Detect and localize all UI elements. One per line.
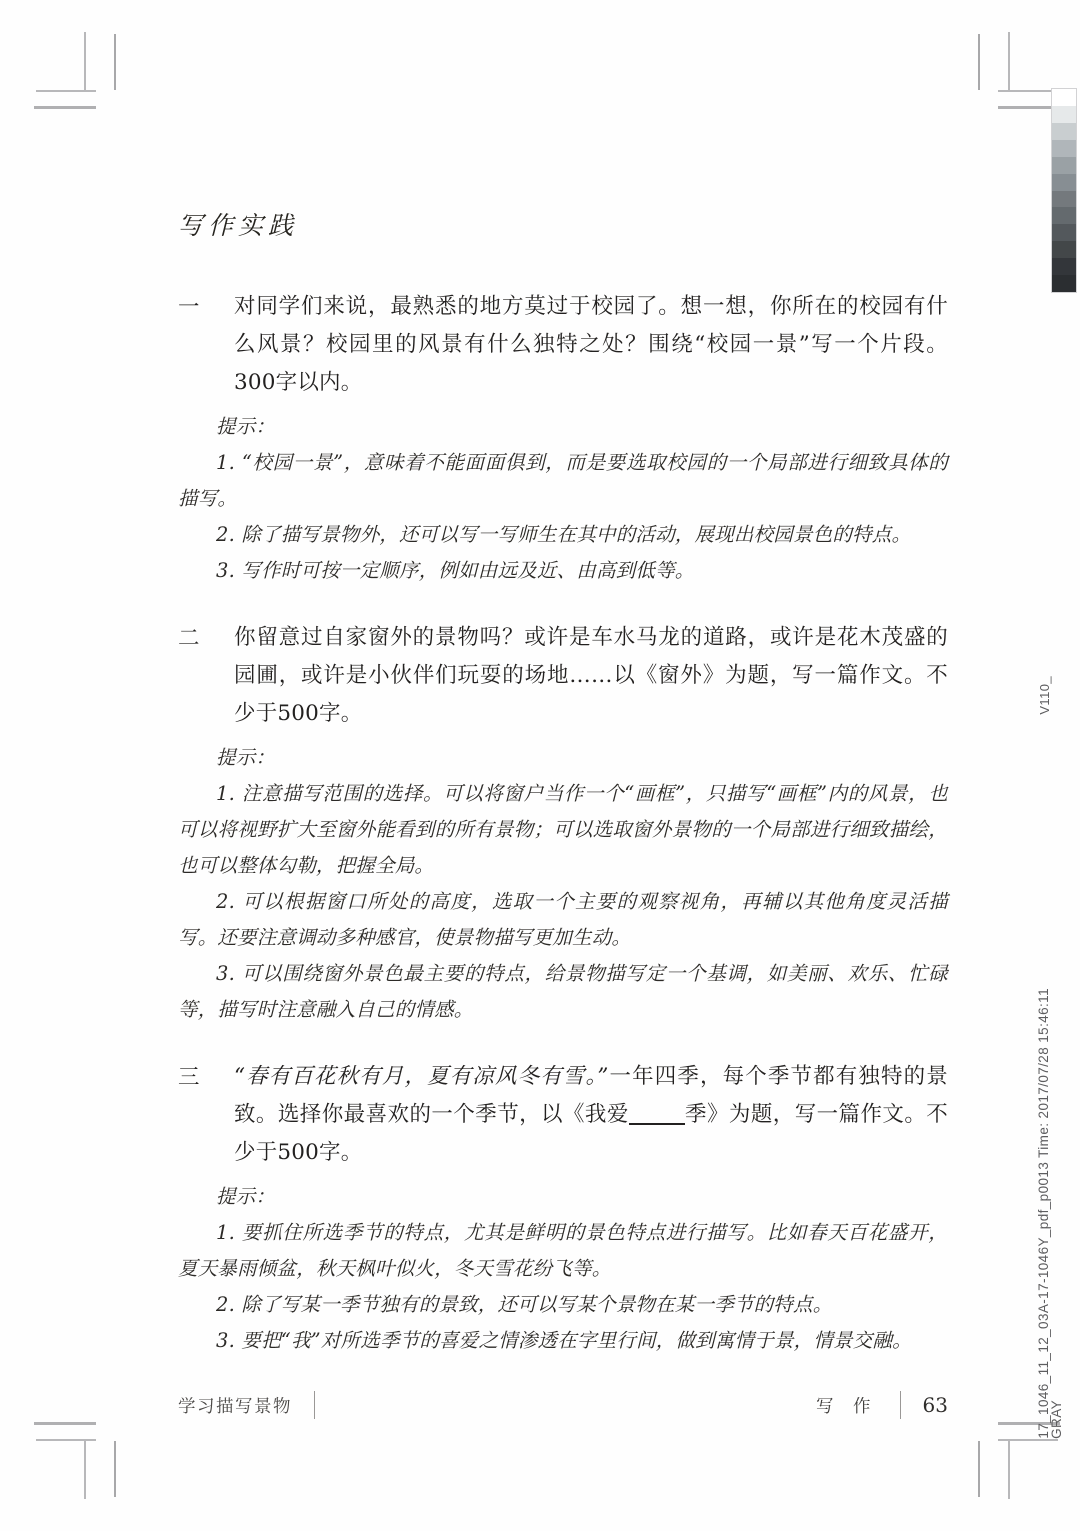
page-number: 63: [922, 1393, 948, 1417]
footer-divider-left: [314, 1391, 315, 1419]
crop-mark-bottom-right: [986, 1427, 1072, 1513]
hint-item: 2. 除了写某一季节独有的景致，还可以写某个景物在某一季节的特点。: [216, 1293, 833, 1316]
grayscale-swatch-7: [1052, 207, 1076, 224]
hint-item: 2. 可以根据窗口所处的高度，选取一个主要的观察视角，再辅以其他角度灵活描写。还要注意调动多种感官，使景物描写更加生动。: [178, 890, 948, 949]
grayscale-swatch-10: [1052, 258, 1076, 275]
footer-unit-label: 写 作: [815, 1396, 878, 1417]
hints-block: [178, 740, 948, 1028]
grayscale-swatch-3: [1052, 140, 1076, 157]
hint-item: 1. 要抓住所选季节的特点，尤其是鲜明的景色特点进行描写。比如春天百花盛开，夏天暴雨倾盆，秋天枫叶似火，冬天雪花纷飞等。: [178, 1221, 948, 1280]
content-column: [178, 206, 948, 1389]
page-footer: [178, 1391, 948, 1419]
exercise-item: [178, 288, 948, 589]
footer-divider-right: [900, 1391, 901, 1419]
hints-label: 提示：: [216, 746, 276, 769]
exercise-item: [178, 619, 948, 1028]
version-slug: V110_: [1037, 676, 1052, 715]
exercise-list: [178, 288, 948, 1359]
hint-item: 3. 可以围绕窗外景色最主要的特点，给景物描写定一个基调，如美丽、欢乐、忙碌等，描写时注意融入自己的情感。: [178, 962, 948, 1021]
crop-mark-bottom-left: [22, 1427, 108, 1513]
grayscale-swatch-2: [1052, 123, 1076, 140]
hint-item: 3. 要把“我”对所选季节的喜爱之情渗透在字里行间，做到寓情于景，情景交融。: [216, 1329, 912, 1352]
hints-block: [178, 1179, 948, 1359]
exercise-prompt: [234, 1058, 948, 1172]
hints-label: 提示：: [216, 1185, 276, 1208]
prompt-text: 对同学们来说，最熟悉的地方莫过于校园了。想一想，你所在的校园有什么风景？校园里的风景有什么独特之处？围绕“校园一景”写一个片段。300字以内。: [234, 294, 948, 395]
hint-item: 1. 注意描写范围的选择。可以将窗户当作一个“画框”，只描写“画框”内的风景，也可以将视野扩大至窗外能看到的所有景物；可以选取窗外景物的一个局部进行细致描绘，也可以整体勾勒，把握全局。: [178, 782, 948, 877]
exercise-item: [178, 1058, 948, 1359]
exercise-prompt: [234, 288, 948, 402]
prompt-text: 一年四季，每个季节都有独特的景致。选择你最喜欢的一个季节，以《我爱: [234, 1064, 948, 1127]
grayscale-calibration-bar: [1051, 88, 1077, 293]
hints-block: [178, 409, 948, 589]
grayscale-swatch-0: [1052, 89, 1076, 106]
prompt-quotation: “春有百花秋有月，夏有凉风冬有雪。”: [234, 1064, 609, 1089]
hint-item: 2. 除了描写景物外，还可以写一写师生在其中的活动，展现出校园景色的特点。: [216, 523, 912, 546]
grayscale-swatch-9: [1052, 241, 1076, 258]
hint-item: 1. “校园一景”，意味着不能面面俱到，而是要选取校园的一个局部进行细致具体的描写。: [178, 451, 948, 510]
page-title: 写作实践: [178, 211, 299, 240]
crop-mark-top-left: [22, 18, 108, 104]
colorspace-slug: GRAY: [1049, 1400, 1064, 1439]
exercise-number: 一: [178, 295, 200, 320]
exercise-number: 三: [178, 1065, 200, 1090]
grayscale-swatch-11: [1052, 275, 1076, 292]
prompt-text: 你留意过自家窗外的景物吗？或许是车水马龙的道路，或许是花木茂盛的园圃，或许是小伙伴们玩耍的场地……以《窗外》为题，写一篇作文。不少于500字。: [234, 625, 948, 726]
hints-label: 提示：: [216, 415, 276, 438]
exercise-prompt: [234, 619, 948, 733]
grayscale-swatch-8: [1052, 224, 1076, 241]
fill-in-blank: [629, 1123, 685, 1125]
exercise-number: 二: [178, 626, 200, 651]
job-id-slug: 17_1046_11_12_03A-17-1046Y_pdf_p0013 Time: 2017/07/28 15:46:11: [1035, 988, 1051, 1439]
grayscale-swatch-4: [1052, 157, 1076, 174]
prompt-text: 季》为题，写一篇作文。不少于500字。: [234, 1102, 948, 1165]
footer-chapter-label: 学习描写景物: [178, 1396, 292, 1417]
grayscale-swatch-5: [1052, 174, 1076, 191]
grayscale-swatch-6: [1052, 191, 1076, 208]
hint-item: 3. 写作时可按一定顺序，例如由远及近、由高到低等。: [216, 559, 695, 582]
grayscale-swatch-1: [1052, 106, 1076, 123]
